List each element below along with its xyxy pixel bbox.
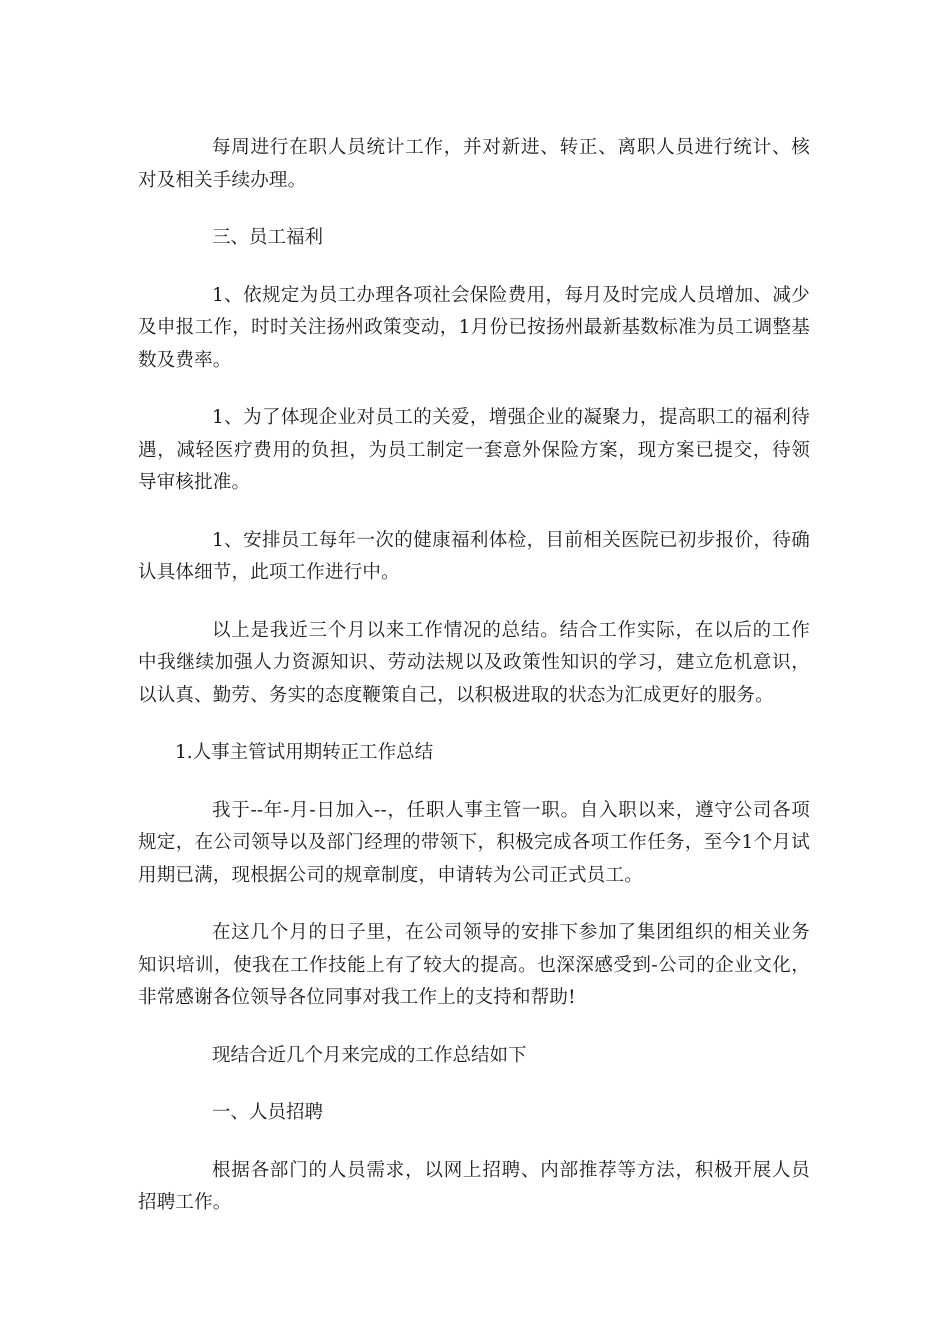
summary-paragraph: 以上是我近三个月以来工作情况的总结。结合工作实际，在以后的工作中我继续加强人力资源知识、劳动法规以及政策性知识的学习，建立危机意识，以认真、勤劳、务实的态度鞭策自己，以积极进取的状态为汇成更好的服务。 [138,619,810,706]
recruitment-paragraph: 根据各部门的人员需求，以网上招聘、内部推荐等方法，积极开展人员招聘工作。 [138,1159,810,1213]
intro-paragraph: 我于--年-月-日加入--，任职人事主管一职。自入职以来，遵守公司各项规定，在公司领导以及部门经理的带领下，积极完成各项工作任务，至今1个月试用期已满，现根据公司的规章制度，申请转为公司正式员工。 [138,799,810,886]
stats-paragraph: 每周进行在职人员统计工作，并对新进、转正、离职人员进行统计、核对及相关手续办理。 [138,137,810,191]
article-title: 1.人事主管试用期转正工作总结 [175,742,434,763]
document-body [138,132,810,1245]
section-recruitment-heading: 一、人员招聘 [212,1102,324,1123]
welfare-item-health-check: 1、安排员工每年一次的健康福利体检，目前相关医院已初步报价，待确认具体细节，此项工作进行中。 [138,529,810,583]
summary-lead-in: 现结合近几个月来完成的工作总结如下 [212,1044,527,1066]
section-welfare-heading: 三、员工福利 [212,227,324,248]
training-paragraph: 在这几个月的日子里，在公司领导的安排下参加了集团组织的相关业务知识培训，使我在工作技能上有了较大的提高。也深深感受到-公司的企业文化，非常感谢各位领导各位同事对我工作上的支持和帮助! [138,922,810,1008]
welfare-item-insurance: 1、依规定为员工办理各项社会保险费用，每月及时完成人员增加、减少及申报工作，时时关注扬州政策变动，1月份已按扬州最新基数标准为员工调整基数及费率。 [138,284,810,371]
welfare-item-accident-plan: 1、为了体现企业对员工的关爱，增强企业的凝聚力，提高职工的福利待遇，减轻医疗费用的负担，为员工制定一套意外保险方案，现方案已提交，待领导审核批准。 [138,407,810,493]
